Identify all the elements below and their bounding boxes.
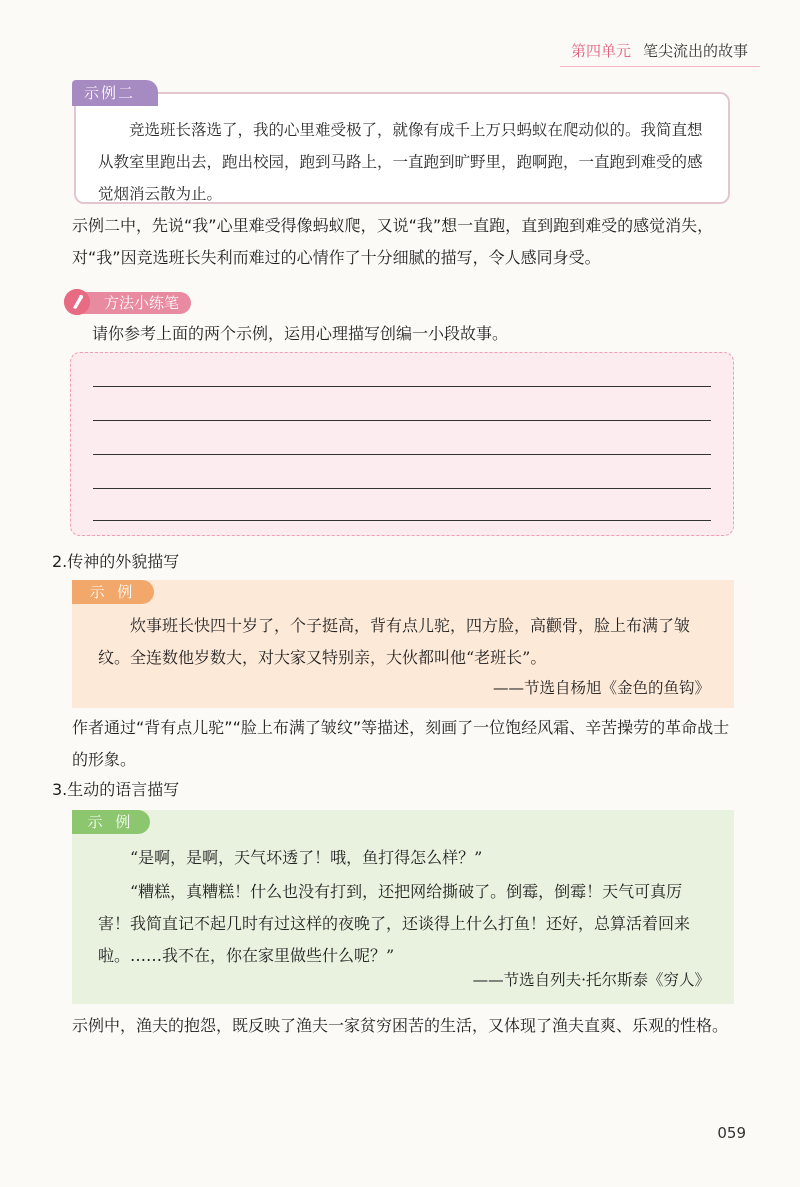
header-rule — [560, 66, 760, 67]
page-number: 059 — [717, 1124, 746, 1142]
appearance-example-source: ——节选自杨旭《金色的鱼钩》 — [492, 679, 710, 697]
writing-line — [93, 520, 711, 521]
speech-example-source: ——节选自列夫·托尔斯泰《穷人》 — [472, 971, 710, 989]
running-header — [571, 40, 748, 61]
appearance-analysis: 作者通过“背有点儿驼”“脸上布满了皱纹”等描述，刻画了一位饱经风霜、辛苦操劳的革命战士的形象。 — [72, 718, 730, 769]
writing-line — [93, 454, 711, 455]
section-3-heading: 3.生动的语言描写 — [52, 780, 180, 799]
speech-analysis: 示例中，渔夫的抱怨，既反映了渔夫一家贫穷困苦的生活，又体现了渔夫直爽、乐观的性格。 — [72, 1016, 729, 1035]
pen-icon — [64, 289, 90, 315]
speech-example-line-2: “糟糕，真糟糕！什么也没有打到，还把网给撕破了。倒霉，倒霉！天气可真厉害！我简直记不起几时有过这样的夜晚了，还谈得上什么打鱼！还好，总算活着回来啦。……我不在，你在家里做些什么呢？” — [98, 882, 691, 965]
appearance-example-tag: 示 例 — [72, 580, 154, 604]
writing-line — [93, 386, 711, 387]
unit-title: 笔尖流出的故事 — [642, 42, 748, 60]
example-two-text: 竞选班长落选了，我的心里难受极了，就像有成千上万只蚂蚁在爬动似的。我简直想从教室里跑出去，跑出校园，跑到马路上，一直跑到旷野里，跑啊跑，一直跑到难受的感觉烟消云散为止。 — [98, 121, 703, 203]
writing-line — [93, 488, 711, 489]
example-two-tag: 示例二 — [72, 80, 158, 106]
appearance-example-box — [72, 580, 734, 708]
unit-label: 第四单元 — [570, 42, 631, 60]
speech-example-tag: 示 例 — [72, 810, 150, 834]
speech-example-line-1: “是啊，是啊，天气坏透了！哦，鱼打得怎么样？” — [130, 848, 483, 867]
appearance-example-text: 炊事班长快四十岁了，个子挺高，背有点儿驼，四方脸，高颧骨，脸上布满了皱纹。全连数他岁数大，对大家又特别亲，大伙都叫他“老班长”。 — [98, 616, 691, 667]
speech-example-box — [72, 810, 734, 1004]
section-2-heading: 2.传神的外貌描写 — [52, 552, 180, 571]
method-prompt: 请你参考上面的两个示例，运用心理描写创编一小段故事。 — [92, 324, 509, 343]
writing-line — [93, 420, 711, 421]
writing-area[interactable] — [70, 352, 734, 536]
example-two-analysis: 示例二中，先说“我”心里难受得像蚂蚁爬，又说“我”想一直跑，直到跑到难受的感觉消失，对“我”因竞选班长失利而难过的心情作了十分细腻的描写，令人感同身受。 — [72, 216, 714, 267]
method-label: 方法小练笔 — [82, 292, 191, 314]
example-two-box — [74, 92, 730, 204]
